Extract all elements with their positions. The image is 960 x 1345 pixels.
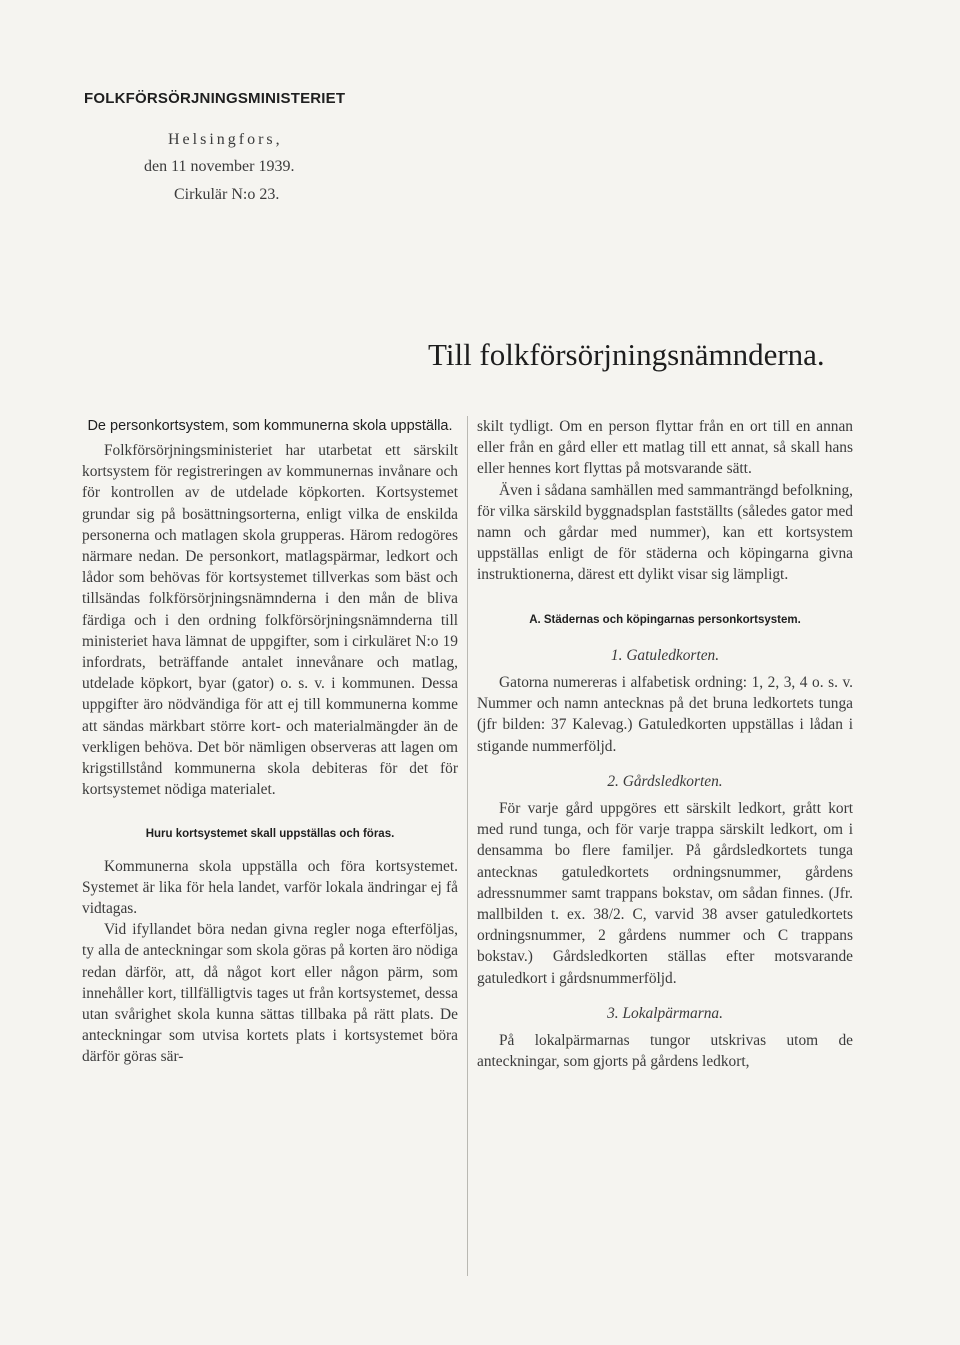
item-heading: 1. Gatuledkorten. [610,646,720,664]
left-column [82,416,458,1068]
body-paragraph: Folkförsörjningsministeriet har utarbetat ett särskilt kortsystem för registreringen av kommunernas invånare och för kontrollen av de utdelade köpkorten. Kortsystemet grundar sig på bosättningsorterna, enligt vilka de enskilda personerna och matlagen skola grupperas. Härom redogöres närmare nedan. De personkort, matlagspärmar, ledkort och lådor som behövas för kortsystemet tillverkas som bäst och tillsändas folkförsörjningsnämnderna i den mån de bliva färdiga och i den ordning folkförsörjningsnämnderna till ministeriet hava lämnat de uppgifter, som i cirkuläret N:o 19 infordrats, beträffande antalet innevånare och matlag, utdelade köpkort, byar (gator) o. s. v. i kommunen. Dessa uppgifter äro nödvändiga för att ej till kommunerna komme att sändas märkbart större kort- och materialmängder än de verkligen behöva. Det bör nämligen observeras att lagen om krigstillstånd kommunerna skola debiteras för det för kortsystemet nödiga materialet. [82,442,458,799]
ministry-name: FOLKFÖRSÖRJNINGSMINISTERIET [84,90,346,107]
item-heading: 3. Lokalpärmarna. [607,1004,723,1022]
recipient-heading: Till folkförsörjningsnämnderna. [428,337,825,372]
right-column [477,416,853,1072]
body-paragraph: På lokalpärmarnas tungor utskrivas utom de anteckningar, som gjorts på gårdens ledkort, [477,1032,853,1071]
body-paragraph: Vid ifyllandet böra nedan givna regler noga efterföljas, ty alla de anteckningar som skola göras på korten äro nödiga redan därför, att, då något kort eller någon pärm, som innehåller kort, tillfälligtvis tages ut från kortsystemet, dessa utan svårighet skola kunna sättas tillbaka på rätt plats. De anteckningar som utvisa kortets plats i kortsystemet böra därför göras sär- [82,921,458,1066]
date-line: den 11 november 1939. [144,158,295,175]
place-line: Helsingfors, [168,131,283,148]
body-paragraph: Gatorna numereras i alfabetisk ordning: 1, 2, 3, 4 o. s. v. Nummer och namn antecknas på det bruna ledkortets tunga (jfr bilden: 37 Kalevag.) Gatuledkorten uppställas i lådan i stigande nummerföljd. [477,674,853,755]
section-a-heading: A. Städernas och köpingarnas personkortsystem. [529,613,801,626]
body-paragraph: skilt tydligt. Om en person flyttar från en ort till en annan eller från en gård eller ett matlag till ett annat, så skall hans eller hennes kort flyttas på motsvarande sätt. [477,418,853,478]
body-paragraph: Även i sådana samhällen med sammanträngd befolkning, för vilka särskild byggnadsplan fastställts (således gator med namn och gårdar med nummer), kan ett kortsystem uppställas enligt de för städerna och köpingarna givna instruktionerna, därest ett dylikt visar sig lämpligt. [477,481,853,584]
body-paragraph: För varje gård uppgöres ett särskilt ledkort, grått kort med rund tunga, och för varje trappa särskilt ledkort, om i densamma bo flere familjer. På gårdsledkortets tunga antecknas gatuledkortets ordningsnummer, gårdens adressnummer samt trappans bokstav, om sådan finnes. (Jfr. mallbilden t. ex. 38/2. C, varvid 38 avser gatuledkortets ordningsnummer, 2 gårdens nummer och C trappans bokstav.) Gårdsledkorten ställas efter motsvarande gatuledkort i gårdsnummerföljd. [477,800,853,987]
item-heading: 2. Gårdsledkorten. [607,772,723,790]
subheading: Huru kortsystemet skall uppställas och föras. [145,828,395,841]
circular-number: Cirkulär N:o 23. [174,186,280,203]
section-heading: De personkortsystem, som kommunerna skola uppställa. [87,418,453,434]
body-paragraph: Kommunerna skola uppställa och föra kortsystemet. Systemet är lika för hela landet, varför lokala ändringar ej få vidtagas. [82,857,458,918]
column-divider [467,416,468,1276]
